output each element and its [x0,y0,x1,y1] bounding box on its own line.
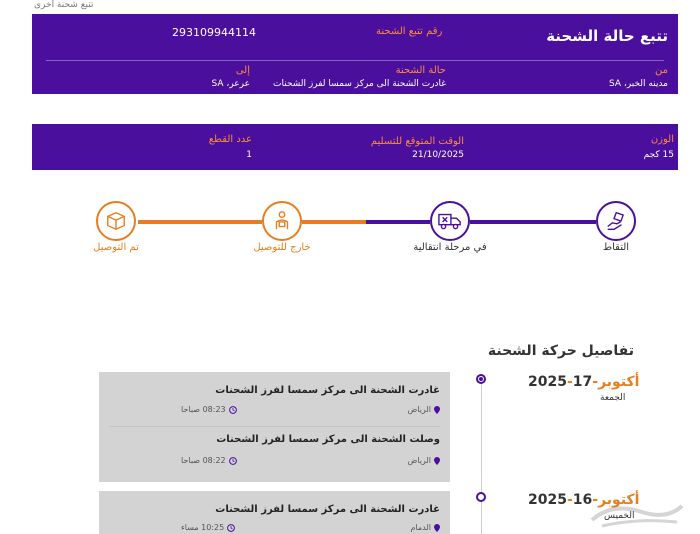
destination-value: عرعر، SA [211,79,250,89]
event-title: غادرت الشحنة الى مركز سمسا لفرز الشحنات [215,504,440,515]
event-time-value: 10:25 مساء [181,523,225,532]
date-month: -أكتوبر- [566,492,640,508]
clock-icon [229,457,237,465]
timeline-dot [476,374,486,384]
progress-segment-done [470,220,596,224]
event-separator [109,426,440,427]
origin-label: من [655,65,668,76]
location-pin-icon [434,457,440,465]
location-pin-icon [434,406,440,414]
tracking-number-value: 293109944114 [172,26,256,39]
pickup-hand-icon [605,210,627,232]
step-in-transit [430,201,470,241]
date-year: 2025 [528,374,567,390]
step-pickup-label: التقاط [602,242,630,253]
pieces-value: 1 [246,150,252,160]
courier-icon [271,210,293,232]
header-divider [46,60,664,61]
step-delivered [96,201,136,241]
step-out-for-delivery-label: خارج للتوصيل [253,242,311,253]
destination-label: إلى [235,65,250,76]
event-title: غادرت الشحنة الى مركز سمسا لفرز الشحنات [215,385,440,396]
date-weekday: الجمعة [600,393,626,403]
event-time [181,405,237,414]
clock-icon [229,406,237,414]
step-in-transit-label: في مرحلة انتقالية [413,242,487,253]
location-pin-icon [434,524,440,532]
event-time [181,523,235,532]
track-another-shipment-link[interactable]: تتبع شحنة اخرى [34,0,94,10]
weight-value: 15 كجم [643,150,674,160]
timeline-dot [476,492,486,502]
event-city: الرياض [407,405,431,414]
date-weekday: الخميس [604,511,635,521]
box-icon [105,210,127,232]
step-out-for-delivery [262,201,302,241]
event-time-value: 08:22 صباحا [181,456,226,465]
progress-segment-pending [138,220,262,224]
clock-icon [227,524,235,532]
shipment-details-title: تفاصيل حركة الشحنة [487,343,634,359]
page-title: تتبع حالة الشحنة [546,27,668,45]
status-label: حالة الشحنة [395,65,446,76]
eta-label: الوقت المتوقع للتسليم [370,136,464,147]
event-time-value: 08:23 صباحا [181,405,226,414]
step-pickup [596,201,636,241]
events-card [99,372,450,482]
origin-value: مدينه الخبر، SA [609,79,668,89]
event-time [181,456,237,465]
date-year: 2025 [528,492,567,508]
eta-value: 21/10/2025 [412,150,464,160]
weight-label: الوزن [650,134,674,145]
status-value: غادرت الشحنة الى مركز سمسا لفرز الشحنات [273,79,446,89]
event-city: الرياض [407,456,431,465]
event-location [408,405,440,414]
events-card [99,491,450,534]
timeline-line [481,378,482,534]
shipment-progress-tracker [0,190,700,270]
shipment-header-panel [32,14,678,94]
event-title: وصلت الشحنة الى مركز سمسا لفرز الشحنات [216,434,440,445]
tracking-number-label: رقم تتبع الشحنة [376,26,443,37]
pieces-label: عدد القطع [208,134,252,145]
progress-segment-done [366,220,430,224]
step-delivered-label: تم التوصيل [93,242,139,253]
date-day-number: 16 [572,492,593,508]
date-heading [528,374,639,390]
date-day-number: 17 [572,374,593,390]
event-location [408,456,440,465]
shipment-summary-panel [32,124,678,170]
delivery-truck-icon [438,210,462,232]
event-city: الدمام [410,523,431,532]
event-location [410,523,440,532]
watermark-logo [582,492,692,532]
date-month: -أكتوبر- [566,374,640,390]
